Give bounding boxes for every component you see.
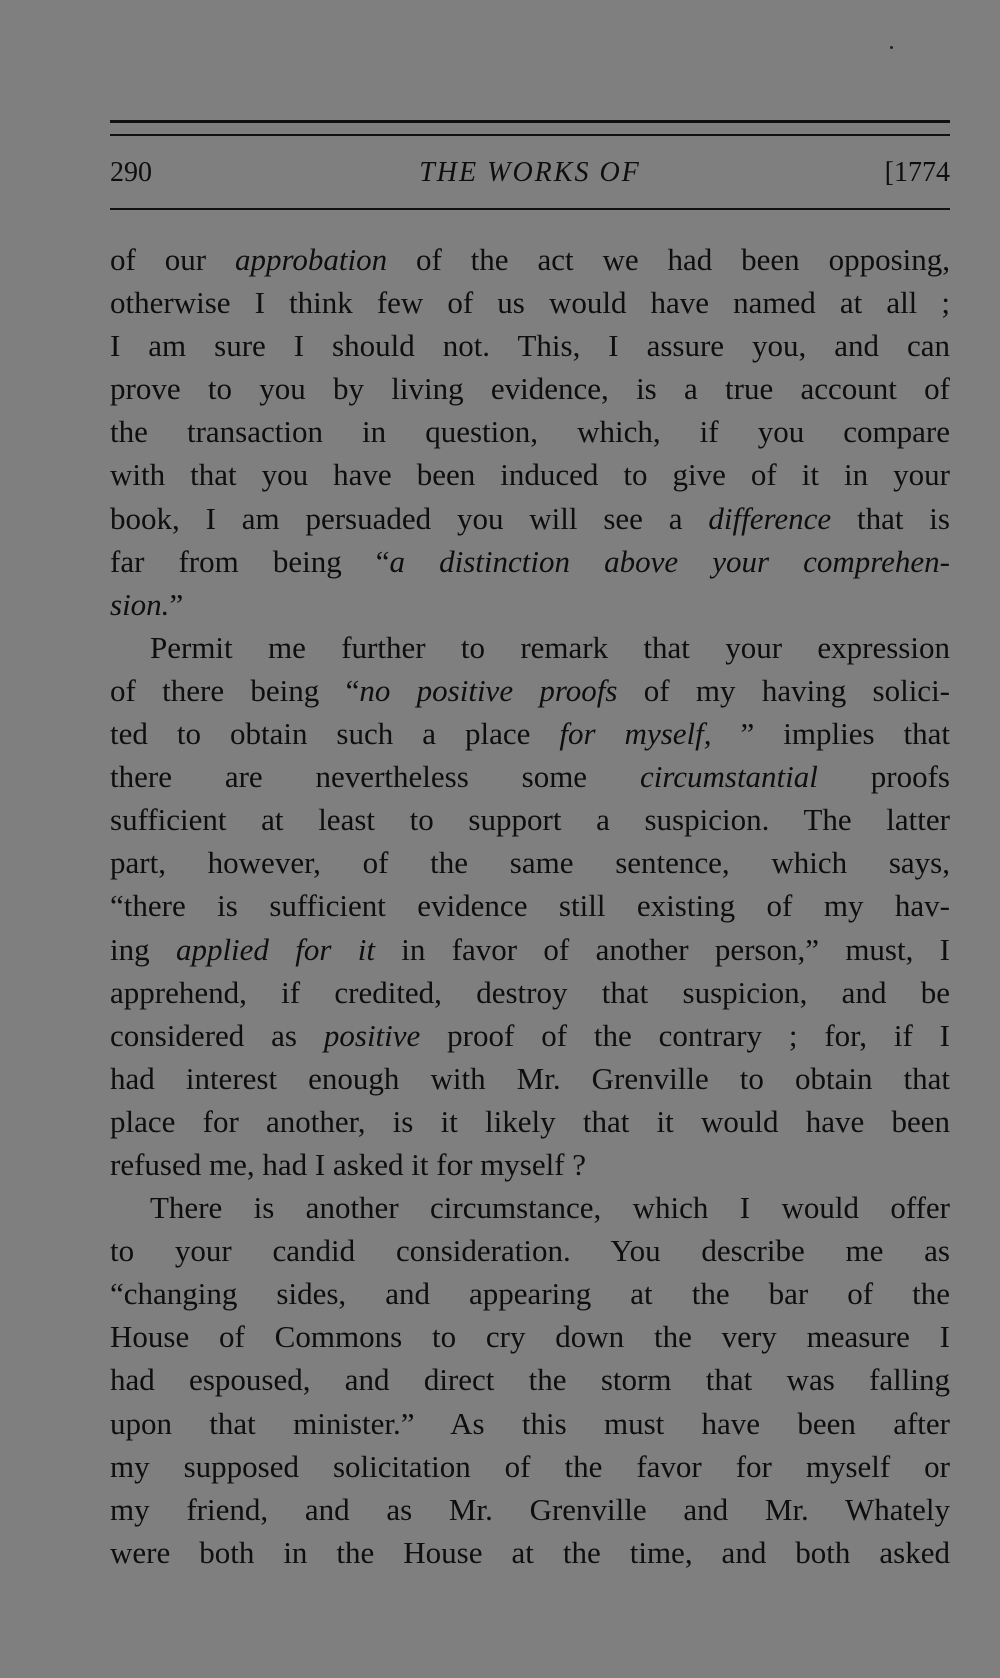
text-run: there are nevertheless some	[110, 759, 640, 795]
text-line	[110, 1100, 950, 1143]
text-run: considered as	[110, 1017, 324, 1053]
text-line	[110, 1186, 950, 1229]
text-run: of the act we had been opposing,	[387, 242, 950, 277]
text-line	[110, 669, 950, 712]
header-rule-thin	[110, 134, 950, 136]
text-run: place for another, is it likely that it would have been	[110, 1103, 950, 1139]
body-text	[110, 238, 950, 1574]
text-line	[110, 583, 950, 626]
header-underline	[110, 208, 950, 210]
text-run: apprehend, if credited, destroy that suspicion, and be	[110, 974, 950, 1010]
page-number: 290	[110, 157, 152, 188]
text-line	[110, 1358, 950, 1401]
text-run: of my having solici-	[617, 672, 951, 708]
italic-run: sion.	[110, 586, 170, 622]
text-line	[110, 928, 950, 971]
text-run: “changing sides, and appearing at the bar of the	[110, 1276, 950, 1312]
text-run: with that you have been induced to give of it in your	[110, 457, 950, 493]
header-rule-thick	[110, 120, 950, 123]
text-line	[110, 410, 950, 453]
text-run: Permit me further to remark that your expression	[150, 629, 950, 665]
italic-run: no positive proofs	[359, 672, 618, 708]
text-line	[110, 1402, 950, 1445]
text-run: book, I am persuaded you will see a	[110, 500, 709, 536]
year-marker: [1774	[884, 157, 950, 188]
text-run: the transaction in question, which, if you compare	[110, 414, 950, 450]
text-run: proofs	[817, 759, 950, 795]
text-line	[110, 497, 950, 540]
text-line	[110, 971, 950, 1014]
text-line	[110, 453, 950, 496]
text-run: prove to you by living evidence, is a true account of	[110, 371, 950, 407]
scan-speck	[890, 46, 893, 49]
text-run: There is another circumstance, which I would offer	[150, 1190, 950, 1226]
text-line	[110, 841, 950, 884]
italic-run: for myself,	[559, 716, 712, 752]
text-line	[110, 1315, 950, 1358]
text-line	[110, 755, 950, 798]
text-run: of there being “	[110, 672, 360, 708]
text-line	[110, 1531, 950, 1574]
text-run: were both in the House at the time, and both asked	[110, 1534, 950, 1570]
text-run: refused me, had I asked it for myself ?	[110, 1146, 587, 1182]
text-run: ”	[169, 586, 184, 622]
text-run: otherwise I think few of us would have named at all ;	[110, 285, 950, 321]
italic-run: a distinction above your comprehen-	[389, 543, 950, 579]
text-run: House of Commons to cry down the very measure I	[110, 1319, 950, 1355]
text-run: had interest enough with Mr. Grenville to obtain that	[110, 1060, 950, 1096]
text-line	[110, 1143, 950, 1186]
text-line	[110, 1272, 950, 1315]
text-run: ted to obtain such a place	[110, 716, 560, 752]
text-line	[110, 884, 950, 927]
text-run: I am sure I should not. This, I assure you, and can	[110, 328, 950, 364]
text-run: ing	[110, 931, 176, 967]
text-run: upon that minister.” As this must have been after	[110, 1405, 950, 1441]
text-line	[110, 1229, 950, 1272]
text-line	[110, 540, 950, 583]
italic-run: difference	[708, 500, 832, 536]
text-line	[110, 324, 950, 367]
text-run: my friend, and as Mr. Grenville and Mr. Whately	[110, 1491, 950, 1527]
italic-run: positive	[323, 1017, 421, 1053]
text-line	[110, 367, 950, 410]
text-run: “there is sufficient evidence still existing of my hav-	[110, 888, 950, 924]
text-run: to your candid consideration. You describe me as	[110, 1233, 950, 1269]
text-line	[110, 1014, 950, 1057]
text-run: sufficient at least to support a suspicion. The latter	[110, 802, 950, 838]
text-run: my supposed solicitation of the favor for myself or	[110, 1448, 950, 1484]
italic-run: applied for it	[175, 931, 375, 967]
text-run: ” implies that	[711, 716, 951, 752]
italic-run: approbation	[234, 242, 388, 277]
text-run: proof of the contrary ; for, if I	[420, 1017, 950, 1053]
italic-run: circumstantial	[639, 759, 818, 795]
text-line	[110, 626, 950, 669]
text-line	[110, 1057, 950, 1100]
text-line	[110, 238, 950, 281]
text-run: part, however, of the same sentence, which says,	[110, 845, 950, 881]
text-run: far from being “	[110, 543, 390, 579]
text-line	[110, 712, 950, 755]
text-run: of our	[110, 242, 235, 277]
text-run: that is	[831, 500, 950, 536]
text-run: in favor of another person,” must, I	[374, 931, 950, 967]
text-line	[110, 1488, 950, 1531]
text-run: had espoused, and direct the storm that was falling	[110, 1362, 950, 1398]
page-header	[110, 150, 950, 196]
text-line	[110, 1445, 950, 1488]
running-title: THE WORKS OF	[419, 157, 641, 188]
text-line	[110, 281, 950, 324]
text-line	[110, 798, 950, 841]
